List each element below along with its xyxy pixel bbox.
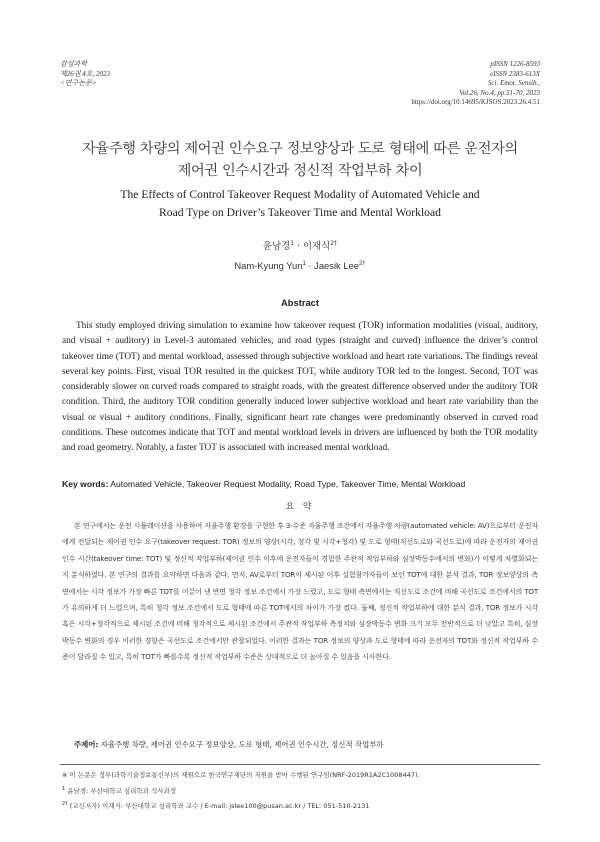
english-title-line: Road Type on Driver’s Takeover Time and Mental Workload: [159, 206, 441, 219]
abstract-heading: Abstract: [280, 297, 320, 308]
korean-abstract-heading: 요 약: [285, 502, 315, 512]
korean-keywords-text: 자율주행 차량, 제어권 인수요구 정보양상, 도로 형태, 제어권 인수시간, 정신적 작업부하: [98, 740, 384, 749]
author-affil-mark: 2†: [330, 239, 337, 247]
author-separator: ·: [294, 241, 303, 252]
journal-header-right: [411, 60, 540, 108]
author-note-text: 윤남경: 부산대학교 심리학과 석사과정: [67, 786, 177, 795]
journal-name: 감성과학: [60, 60, 88, 68]
english-title: [40, 186, 560, 222]
footnote-mark: 1: [62, 785, 66, 792]
volume-pages: Vol.26, No.4, pp.51-70, 2023: [459, 88, 540, 97]
abstract-body: This study employed driving simulation to examine how takeover request (TOR) information modalities (visual, auditory, and visual + auditory) in Level-3 automated vehicles, and road types (straight and curved) influence the driver’s control takeover time (TOT) and mental workload, assessed through subjective workload and heart rate variations. The findings reveal several key points. First, visual TOR resulted in the quickest TOT, while auditory TOR led to the longest. Second, TOT was considerably slower on curved roads compared to straight roads, with the greatest difference observed under the auditory TOR condition. Third, the auditory TOR condition generally induced lower subjective workload and heart rate variability than the visual or visual + auditory conditions. Finally, significant heart rate changes were predominantly observed in curved road conditions. These outcomes indicate that TOT and mental workload levels in drivers are influenced by both the TOR modality and road geometry. Notably, a faster TOT is associated with increased mental workload.: [62, 321, 538, 454]
journal-abbrev: Sci. Emot. Sensib.,: [487, 79, 540, 88]
author-name: Jaesik Lee: [314, 260, 359, 271]
article-type: <연구논문>: [60, 79, 97, 88]
author-name: 윤남경: [263, 241, 291, 252]
korean-keywords: [74, 739, 538, 750]
korean-title: [40, 138, 560, 182]
korean-keywords-label: 주제어:: [74, 740, 99, 749]
eissn: eISSN 2383-613X: [490, 69, 540, 78]
doi-link[interactable]: https://doi.org/10.14695/KJSOS.2023.26.4.51: [411, 98, 540, 107]
journal-header-left: [60, 60, 110, 89]
footnote-divider: [60, 764, 540, 765]
english-title-line: The Effects of Control Takeover Request Modality of Automated Vehicle and: [120, 188, 480, 201]
korean-authors: [0, 238, 600, 252]
keywords-text: Automated Vehicle, Takeover Request Modality, Road Type, Takeover Time, Mental Workload: [110, 479, 466, 489]
korean-abstract-body: 본 연구에서는 운전 시뮬레이션을 사용하여 자율주행 환경을 구현한 후 3-수준 자율주행 조건에서 자율주행 차량(automated vehicle: AV)으로부터 운전자에게 전달되는 제어권 인수 요구(takeover request: TOR) 정보의 양상(시각, 청각 및 시각+청각) 및 도로 형태(직선도로와 곡선도로)에 따라 운전자의 제어권 인수 시간(takeover time: TOT) 및 정신적 작업부하(제어권 인수 이후에 운전자들이 경험한 주관적 작업부하와 심장박동수에서의 변화)가 어떻게 차별화되는지 분석하였다. 본 연구의 결과를 요약하면 다음과 같다. 먼저, AV로부터 TOR이 제시된 이후 실험참가자들이 보인 TOT에 대한 분석 결과, TOR 정보양상의 측면에서는 시각 정보가 가장 빠른 TOT를 이끌어 낸 반면 청각 정보 조건에서 가장 느렸고, 도로 형태 측면에서는 직선도로 조건에 비해 곡선도로 조건에서의 TOT가 유의하게 더 느렸으며, 특히 청각 정보 조건에서 도로 형태에 따른 TOT에서의 차이가 가장 컸다. 둘째, 정신적 작업부하에 대한 분석 결과, TOR 정보가 시각 혹은 시각+청각적으로 제시된 조건에 비해 청각적으로 제시된 조건에서 주관적 작업부하 측정치와 심장박동수 변화 크기 모두 전반적으로 더 낮았고 특히, 심장박동수 변화의 경우 이러한 경향은 곡선도로 조건에서만 관찰되었다. 이러한 결과는 TOR 정보의 양상과 도로 형태에 따라 운전자의 TOT와 정신적 작업부하 수준이 달라질 수 있고, 특히 TOT가 빠를수록 정신적 작업부하 수준은 상대적으로 더 높아질 수 있음을 시사한다.: [62, 521, 538, 662]
author-name: 이재식: [302, 241, 331, 252]
author-note-2: [62, 798, 538, 814]
korean-title-line: 제어권 인수시간과 정신적 작업부하 차이: [177, 163, 423, 179]
author-note-1: [62, 783, 538, 799]
author-affil-mark: 1: [302, 260, 306, 267]
footnote-mark: 2†: [62, 801, 68, 808]
korean-title-line: 자율주행 차량의 제어권 인수요구 정보양상과 도로 형태에 따른 운전자의: [82, 141, 518, 157]
english-authors: [0, 260, 600, 271]
journal-volume: 제26권 4호, 2023: [60, 69, 111, 78]
pissn: pISSN 1226-8593: [490, 60, 540, 68]
keywords-label: Key words:: [62, 479, 109, 489]
author-separator: ·: [305, 260, 315, 271]
footnotes: [62, 769, 538, 814]
keywords: [62, 477, 538, 491]
author-note-text: (교신저자) 이재식: 부산대학교 심리학과 교수 / E-mail: jslee100@pusan.ac.kr / TEL: 051-510-2131: [69, 802, 370, 811]
author-name: Nam-Kyung Yun: [234, 260, 303, 271]
funding-note: ※ 이 논문은 정부(과학기술정보통신부)의 재원으로 한국연구재단의 지원을 받아 수행된 연구임(NRF-2019R1A2C1008447).: [62, 771, 420, 779]
author-affil-mark: 2†: [358, 260, 366, 267]
author-affil-mark: 1: [290, 239, 295, 247]
